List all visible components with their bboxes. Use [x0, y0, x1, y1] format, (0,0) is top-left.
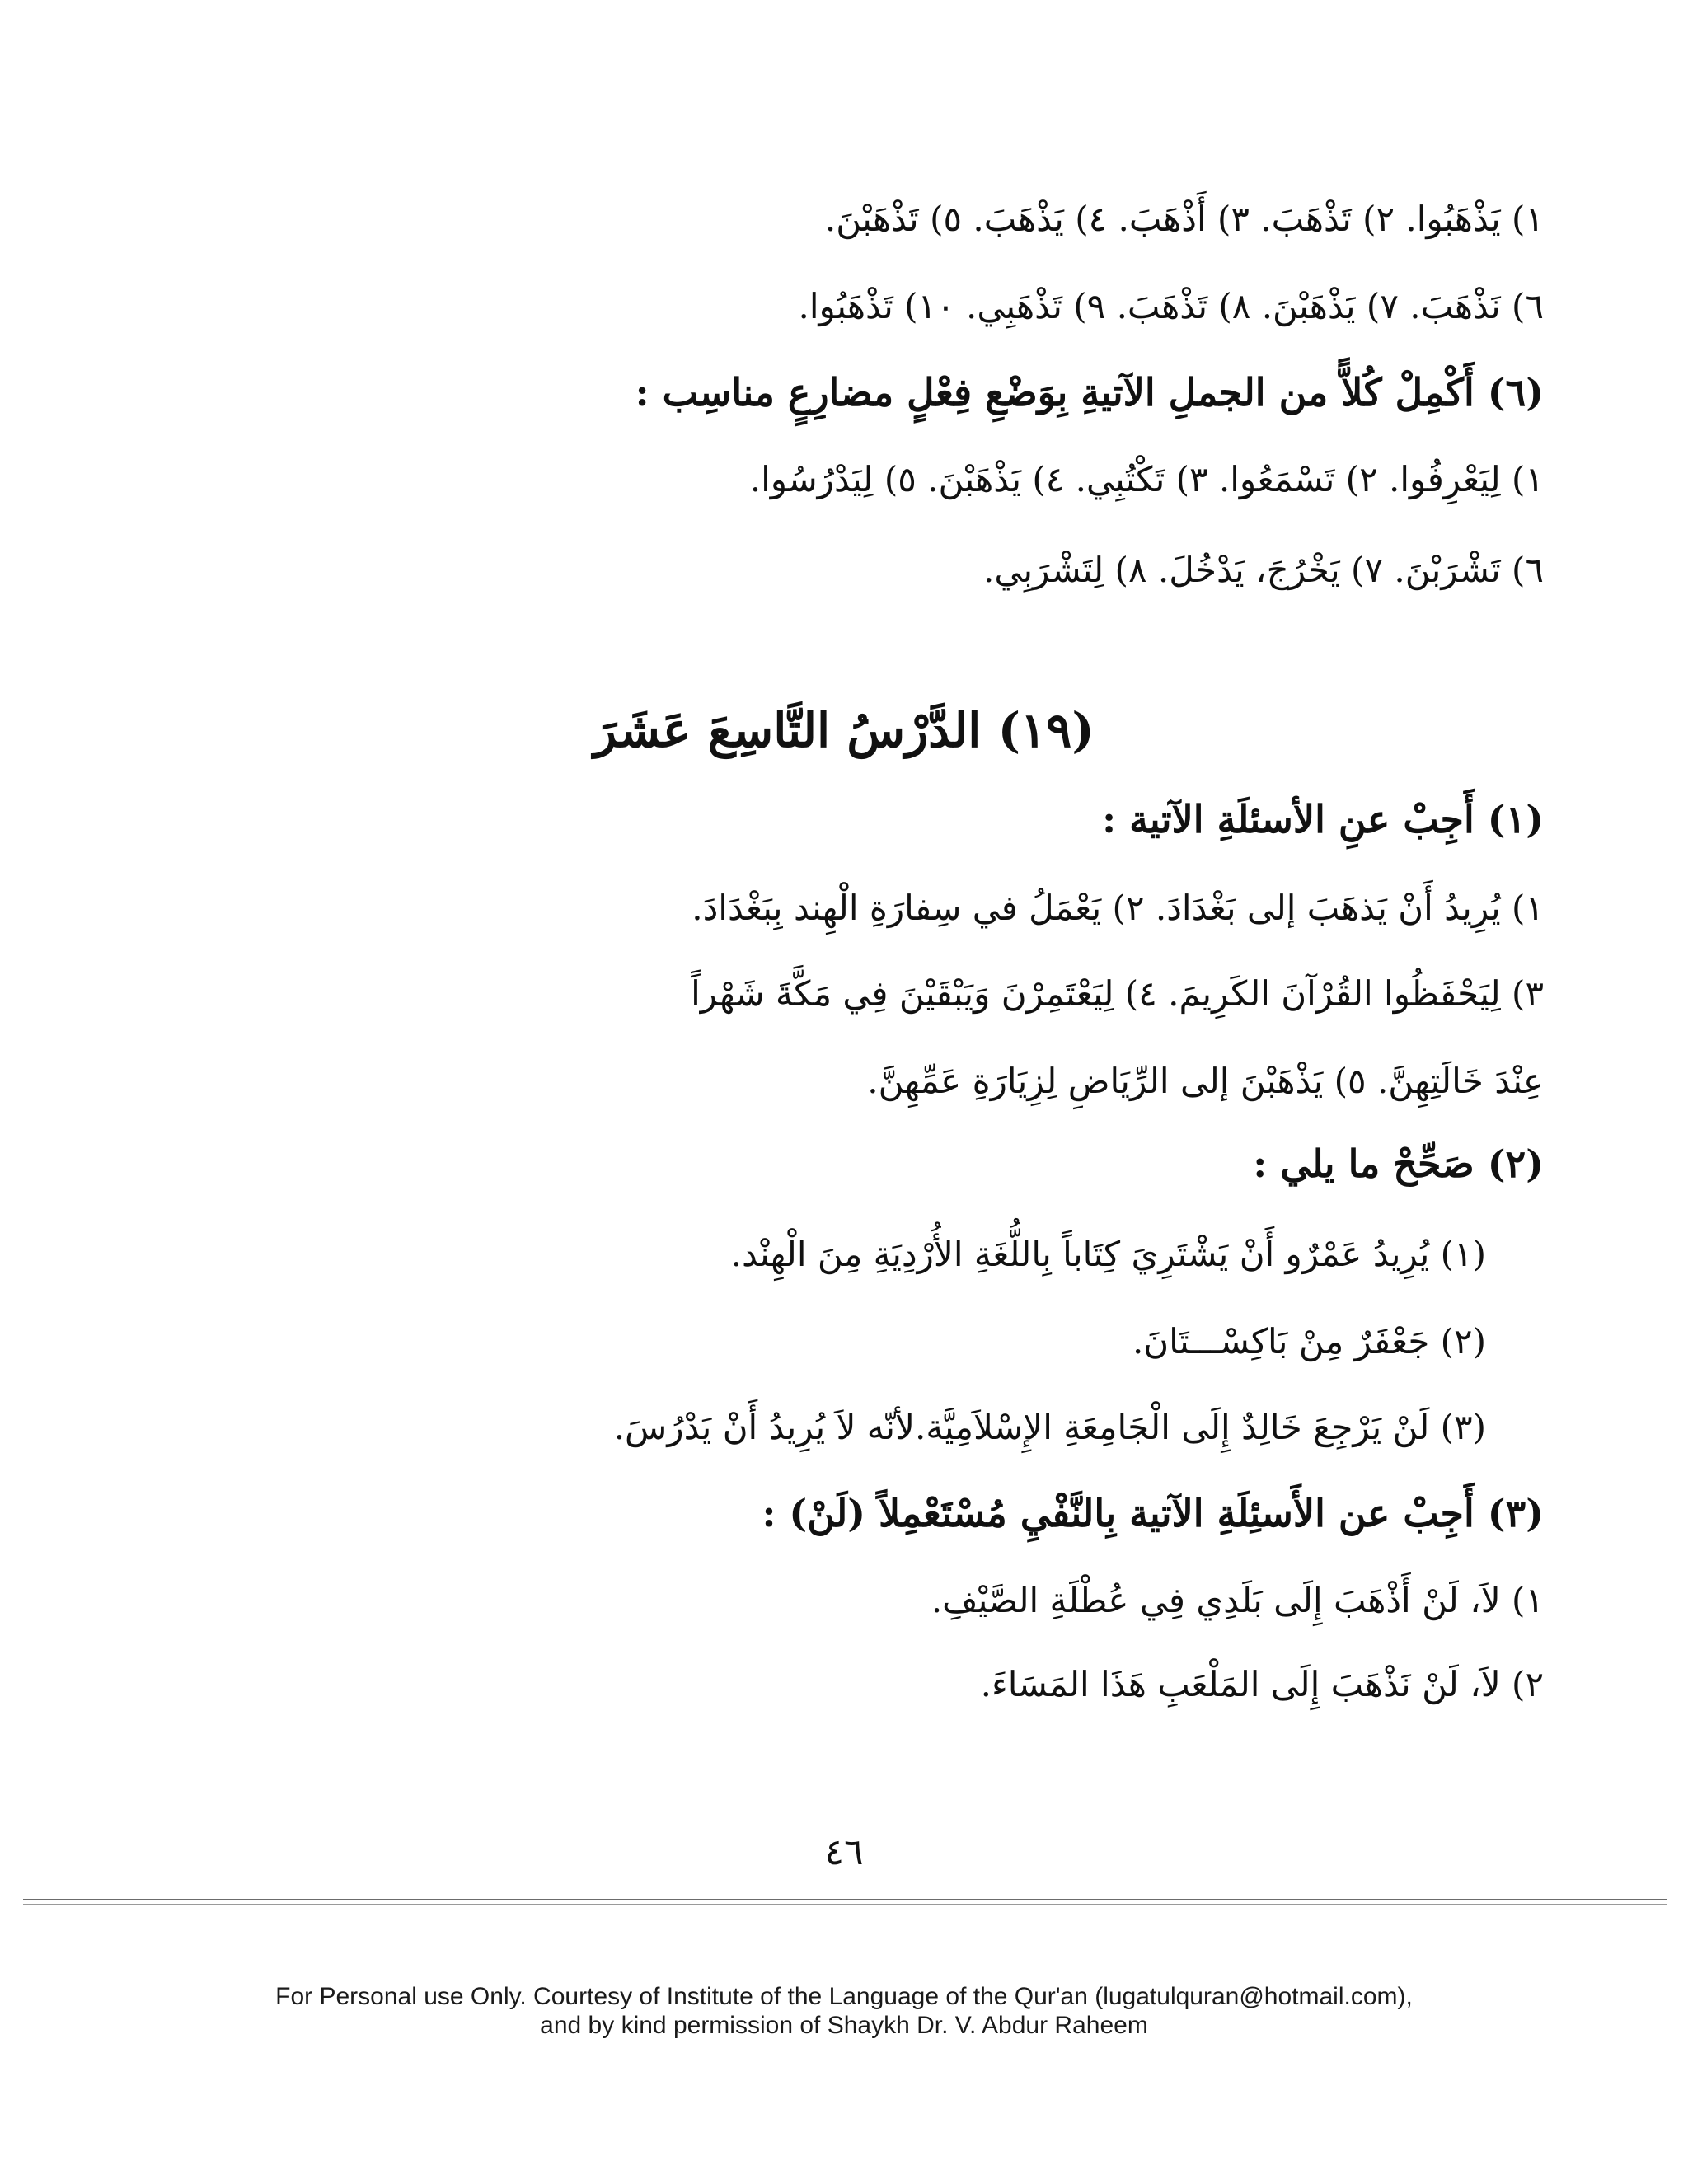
exercise-1-line-2: ٣) لِيَحْفَظُوا القُرْآنَ الكَرِيمَ. ٤) لِيَعْتَمِرْنَ وَيَبْقَيْنَ فِي مَكَّةَ شَهْراً [691, 973, 1544, 1014]
exercise-1-heading: (١) أَجِبْ عنِ الأسئلَةِ الآتية : [1102, 797, 1544, 841]
exercise-2-heading: (٢) صَحِّحْ ما يلي : [1253, 1141, 1544, 1186]
exercise-2-line-3: (٣) لَنْ يَرْجِعَ خَالِدٌ إِلَى الْجَامِعَةِ الإِسْلاَمِيَّة.لأنّه لاَ يُرِيدُ أَنْ يَدْرُسَ. [613, 1407, 1486, 1447]
exercise-3-heading: (٣) أَجِبْ عن الأَسئِلَةِ الآتية بِالنَّفْيِ مُسْتَعْمِلاً (لَنْ) : [762, 1491, 1544, 1535]
answers-line-2: ٦) نَذْهَبَ. ٧) يَذْهَبْنَ. ٨) تَذْهَبَ. ٩) تَذْهَبِي. ١٠) تَذْهَبُوا. [798, 286, 1544, 326]
page-number: ٤٦ [824, 1831, 864, 1873]
exercise-2-line-2: (٢) جَعْفَرٌ مِنْ بَاكِسْـــتَانَ. [1132, 1321, 1486, 1361]
footer-divider [23, 1899, 1667, 1900]
exercise-3-line-1: ١) لاَ، لَنْ أَذْهَبَ إِلَى بَلَدِي فِي عُطْلَةِ الصَّيْفِ. [931, 1580, 1544, 1620]
footer-divider-secondary [23, 1904, 1667, 1905]
exercise-6-line-2: ٦) تَشْرَبْنَ. ٧) يَخْرُجَ، يَدْخُلَ. ٨) لِتَشْرَبِي. [983, 550, 1544, 590]
exercise-6-line-1: ١) لِيَعْرِفُوا. ٢) تَسْمَعُوا. ٣) تَكْتُبِي. ٤) يَذْهَبْنَ. ٥) لِيَدْرُسُوا. [749, 459, 1544, 499]
lesson-title: (١٩) الدَّرْسُ التَّاسِعَ عَشَرَ [593, 702, 1095, 758]
answers-line-1: ١) يَذْهَبُوا. ٢) تَذْهَبَ. ٣) أَذْهَبَ. ٤) يَذْهَبَ. ٥) تَذْهَبْنَ. [824, 199, 1544, 239]
exercise-6-heading: (٦) أَكْمِلْ كُلاًّ من الجملِ الآتيةِ بِوَضْعِ فِعْلٍ مضارِعٍ مناسِب : [635, 370, 1544, 415]
exercise-1-line-1: ١) يُرِيدُ أَنْ يَذهَبَ إلى بَغْدَادَ. ٢) يَعْمَلُ في سِفارَةِ الْهِند بِبَغْدَادَ. [692, 888, 1544, 928]
footer-line-2: and by kind permission of Shaykh Dr. V. Abdur Raheem [540, 2012, 1148, 2039]
footer-line-1: For Personal use Only. Courtesy of Institute of the Language of the Qur'an (lugatulquran@hotmail.com), [275, 1983, 1413, 2010]
exercise-2-line-1: (١) يُرِيدُ عَمْرٌو أَنْ يَشْتَرِيَ كِتَاباً بِاللُّغَةِ الأُرْدِيَةِ مِنَ الْهِنْد. [730, 1234, 1486, 1274]
exercise-3-line-2: ٢) لاَ، لَنْ نَذْهَبَ إِلَى المَلْعَبِ هَذَا المَسَاءَ. [980, 1664, 1544, 1704]
exercise-1-line-3: عِنْدَ خَالَتِهِنَّ. ٥) يَذْهَبْنَ إلى الرِّيَاضِ لِزِيَارَةِ عَمِّهِنَّ. [867, 1061, 1544, 1101]
